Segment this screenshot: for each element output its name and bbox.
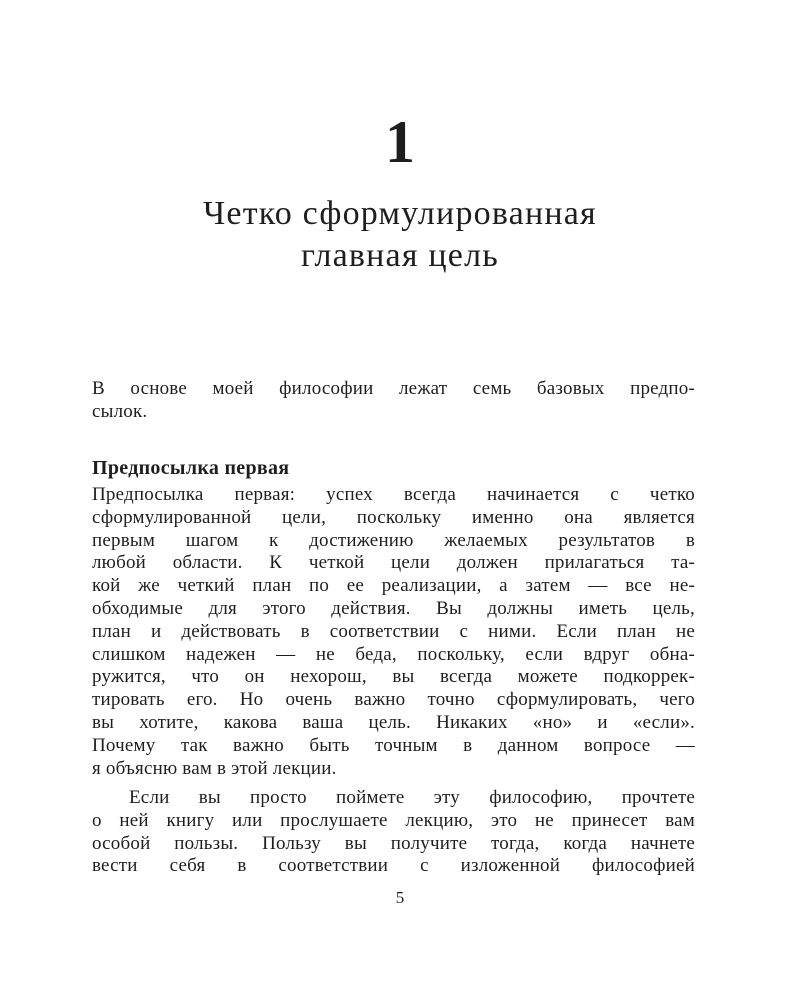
body-paragraph-2 (92, 787, 695, 878)
intro-paragraph (92, 378, 695, 424)
text-line: сформулированной цели, поскольку именно она является (92, 506, 695, 528)
text-line: я объясню вам в этой лекции. (92, 757, 337, 779)
chapter-number: 1 (385, 109, 415, 175)
section-heading: Предпосылка первая (92, 457, 290, 479)
body-paragraph-1 (92, 484, 695, 780)
chapter-title (0, 193, 800, 277)
text-line: ружится, что он нехорош, вы всегда можете подкоррек- (92, 666, 695, 688)
text-line: Если вы просто поймете эту философию, прочтете (129, 787, 695, 808)
text-line: вы хотите, какова ваша цель. Никаких «но» и «если». (92, 711, 695, 733)
chapter-title-line: главная цель (301, 237, 499, 274)
text-line: слишком надежен — не беда, поскольку, если вдруг обна- (92, 643, 695, 665)
chapter-title-line: Четко сформулированная (203, 195, 597, 232)
text-line: В основе моей философии лежат семь базовых предпо- (92, 378, 695, 399)
text-line: Предпосылка первая: успех всегда начинается с четко (92, 484, 695, 505)
text-line: особой пользы. Пользу вы получите тогда, когда начнете (92, 832, 695, 854)
text-line: план и действовать в соответствии с ними. Если план не (92, 620, 695, 642)
page-number: 5 (395, 888, 405, 907)
text-line: первым шагом к достижению желаемых результатов в (92, 529, 695, 551)
text-line: тировать его. Но очень важно точно сформулировать, чего (92, 689, 695, 711)
text-line: сылок. (92, 400, 148, 422)
text-line: вести себя в соответствии с изложенной философией (92, 855, 695, 877)
text-line: кой же четкий план по ее реализации, а затем — все не- (92, 575, 695, 597)
text-line: любой области. К четкой цели должен прилагаться та- (92, 552, 695, 574)
text-line: Почему так важно быть точным в данном вопросе — (92, 734, 695, 756)
text-line: о ней книгу или прослушаете лекцию, это не принесет вам (92, 809, 695, 831)
text-line: обходимые для этого действия. Вы должны иметь цель, (92, 597, 695, 619)
